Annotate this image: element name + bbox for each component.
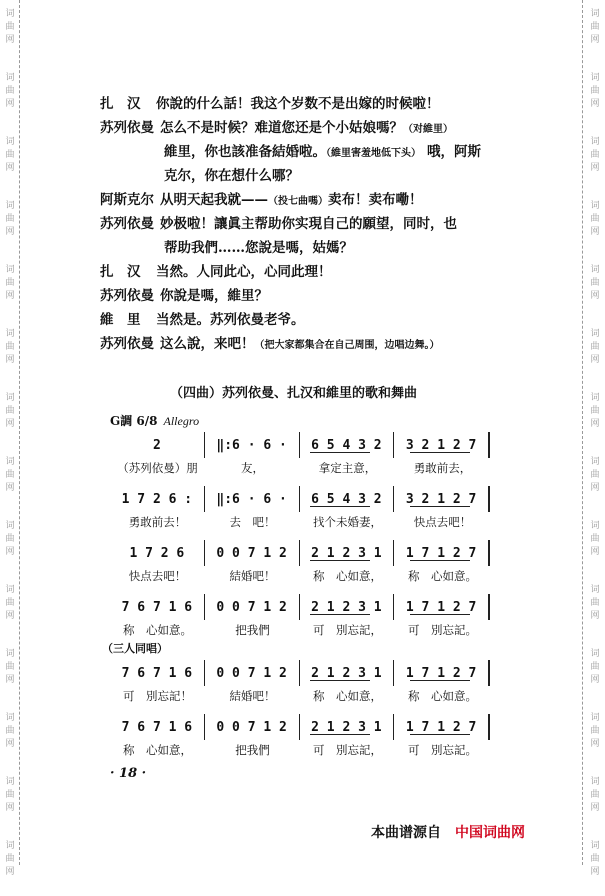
lyric: 找个未婚妻，: [313, 515, 382, 529]
watermark-char: 词: [5, 457, 15, 467]
measure: 3 2 1 2 7: [394, 432, 490, 458]
watermark-group: [587, 448, 603, 512]
speech: 当然。人同此心，心同此理！: [156, 264, 332, 280]
lyric: 友，: [241, 461, 264, 475]
measure: 2 1 2 3 1: [300, 540, 395, 566]
lyric: 可 別忘記。: [408, 623, 477, 637]
watermark-group: [2, 64, 18, 128]
measure: 1 7 1 2 7: [394, 540, 490, 566]
watermark-group: [2, 256, 18, 320]
watermark-char: 网: [5, 35, 15, 45]
watermark-char: 词: [590, 393, 600, 403]
beam-underline: [310, 734, 370, 735]
speech: 帮助我們……您說是嗎，姑媽？: [164, 240, 353, 256]
measure: 0 0 7 1 2: [205, 540, 300, 566]
lyric: 称 心如意。: [408, 569, 477, 583]
lyric-line: [110, 458, 490, 478]
note-line: [110, 432, 490, 458]
dialogue-line-8: [100, 260, 500, 284]
measure: 1 7 2 6 :: [110, 486, 205, 512]
watermark-group: [2, 832, 18, 896]
dialogue-line-11: [100, 332, 500, 356]
speech-continued: 哦，阿斯: [427, 144, 481, 160]
beam-underline: [310, 680, 370, 681]
lyric-line: [110, 686, 490, 706]
measure: 6 5 4 3 2: [300, 432, 395, 458]
watermark-char: 词: [590, 841, 600, 851]
watermark-char: 曲: [590, 278, 600, 288]
watermark-char: 曲: [590, 342, 600, 352]
speaker: 維 里: [100, 312, 141, 328]
measure: 6 5 4 3 2: [300, 486, 395, 512]
watermark-char: 词: [590, 137, 600, 147]
measure: 0 0 7 1 2: [205, 714, 300, 740]
watermark-char: 网: [5, 99, 15, 109]
watermark-char: 曲: [590, 534, 600, 544]
watermark-group: [587, 832, 603, 896]
watermark-char: 网: [5, 483, 15, 493]
watermark-char: 网: [590, 803, 600, 813]
watermark-group: [2, 640, 18, 704]
lyric: 称 心如意，: [123, 743, 192, 757]
source-credit: [371, 822, 525, 842]
watermark-char: 词: [5, 521, 15, 531]
watermark-char: 曲: [590, 150, 600, 160]
watermark-group: [587, 640, 603, 704]
watermark-char: 网: [5, 739, 15, 749]
watermark-char: 词: [5, 393, 15, 403]
stage-direction: （維里害羞地低下头）: [326, 148, 421, 159]
watermark-group: [2, 192, 18, 256]
watermark-char: 词: [590, 201, 600, 211]
page-number: · 18 ·: [110, 766, 147, 781]
watermark-group: [587, 320, 603, 384]
lyric-line: [110, 512, 490, 532]
source-site: 中国词曲网: [455, 825, 525, 841]
measure: 7 6 7 1 6: [110, 660, 205, 686]
watermark-group: [2, 384, 18, 448]
stage-direction: （对維里）: [403, 124, 453, 135]
watermark-group: [2, 576, 18, 640]
watermark-char: 曲: [590, 726, 600, 736]
watermark-group: [2, 768, 18, 832]
lyric: 拿定主意，: [318, 461, 377, 475]
watermark-group: [587, 704, 603, 768]
lyric: 可 別忘記！: [123, 689, 192, 703]
lyric-line: [110, 740, 490, 760]
speaker: 苏列依曼: [100, 120, 154, 136]
watermark-char: 网: [590, 355, 600, 365]
watermark-group: [2, 448, 18, 512]
watermark-char: 词: [5, 585, 15, 595]
watermark-char: 曲: [5, 86, 15, 96]
watermark-char: 曲: [5, 790, 15, 800]
watermark-char: 曲: [590, 214, 600, 224]
watermark-char: 曲: [590, 470, 600, 480]
watermark-group: [2, 128, 18, 192]
speech: 从明天起我就——: [160, 192, 268, 208]
watermark-char: 词: [5, 265, 15, 275]
lyric-line: [110, 620, 490, 640]
lyric: 去 吧！: [229, 515, 276, 529]
lyric: 把我們: [235, 623, 270, 637]
measure: 0 0 7 1 2: [205, 594, 300, 620]
watermark-group: [2, 0, 18, 64]
speech: 克尔，你在想什么哪？: [164, 168, 299, 184]
speaker: 阿斯克尔: [100, 192, 154, 208]
tempo-marking: Allegro: [163, 414, 200, 428]
right-page-border: [582, 0, 583, 865]
speech: 你說是嗎，維里？: [160, 288, 268, 304]
watermark-char: 网: [590, 291, 600, 301]
lyric: 把我們: [235, 743, 270, 757]
song-title: （四曲）苏列依曼、扎汉和維里的歌和舞曲: [170, 386, 418, 401]
watermark-group: [587, 384, 603, 448]
stage-direction: （把大家都集合在自己周围，边唱边舞。）: [254, 340, 440, 351]
watermark-char: 网: [5, 355, 15, 365]
watermark-char: 网: [5, 291, 15, 301]
watermark-char: 曲: [5, 406, 15, 416]
lyric-line: [110, 566, 490, 586]
watermark-char: 词: [5, 841, 15, 851]
watermark-char: 网: [5, 611, 15, 621]
watermark-char: 曲: [5, 342, 15, 352]
watermark-char: 网: [5, 867, 15, 877]
lyric: 称 心如意。: [123, 623, 192, 637]
lyric: （苏列依曼）朋: [117, 461, 198, 475]
watermark-char: 曲: [5, 598, 15, 608]
watermark-char: 网: [590, 547, 600, 557]
lyric: 結婚吧！: [229, 569, 276, 583]
watermark-group: [587, 64, 603, 128]
measure: 3 2 1 2 7: [394, 486, 490, 512]
watermark-char: 词: [590, 73, 600, 83]
lyric: 可 別忘記。: [408, 743, 477, 757]
watermark-char: 曲: [5, 150, 15, 160]
lyric: 可 別忘記，: [313, 623, 382, 637]
watermark-group: [2, 704, 18, 768]
watermark-char: 词: [5, 201, 15, 211]
watermark-char: 网: [590, 867, 600, 877]
watermark-char: 网: [590, 611, 600, 621]
speaker: 扎 汉: [100, 264, 141, 280]
stage-direction: （投七曲嗎）: [268, 196, 328, 207]
watermark-char: 词: [590, 777, 600, 787]
watermark-group: [587, 256, 603, 320]
watermark-char: 曲: [5, 278, 15, 288]
watermark-char: 网: [5, 675, 15, 685]
speech: 你說的什么話！我这个岁数不是出嫁的时候啦！: [156, 96, 440, 112]
watermark-char: 词: [590, 9, 600, 19]
watermark-char: 曲: [590, 790, 600, 800]
watermark-char: 曲: [590, 598, 600, 608]
beam-underline: [410, 734, 470, 735]
watermark-char: 网: [590, 675, 600, 685]
speech: 当然是。苏列依曼老爷。: [156, 312, 305, 328]
speech: 妙极啦！讓眞主帮助你实現自己的願望，同时，也: [160, 216, 457, 232]
watermark-group: [587, 128, 603, 192]
watermark-char: 词: [590, 585, 600, 595]
measure: 2: [110, 432, 205, 458]
lyric: 勇敢前去，: [413, 461, 472, 475]
measure: ‖:6 · 6 ·: [205, 486, 300, 512]
watermark-group: [2, 512, 18, 576]
measure: 0 0 7 1 2: [205, 660, 300, 686]
lyric: 勇敢前去！: [128, 515, 187, 529]
watermark-char: 曲: [590, 662, 600, 672]
dialogue-line-10: [100, 308, 500, 332]
dialogue-block: [100, 92, 500, 356]
speaker: 扎 汉: [100, 96, 141, 112]
note-line: [110, 660, 490, 686]
lyric: 可 別忘記，: [313, 743, 382, 757]
lyric: 称 心如意，: [313, 689, 382, 703]
lyric: 称 心如意。: [408, 689, 477, 703]
measure: 1 7 1 2 7: [394, 660, 490, 686]
measure: ‖:6 · 6 ·: [205, 432, 300, 458]
beam-underline: [410, 452, 470, 453]
watermark-char: 词: [5, 329, 15, 339]
lyric: 結婚吧！: [229, 689, 276, 703]
beam-underline: [310, 506, 370, 507]
note-line: [110, 486, 490, 512]
watermark-char: 网: [590, 739, 600, 749]
measure: 2 1 2 3 1: [300, 594, 395, 620]
speech: 怎么不是时候？难道您还是个小姑娘嗎？: [160, 120, 403, 136]
lyric: 快点去吧！: [413, 515, 472, 529]
dialogue-line-5: [100, 188, 500, 212]
watermark-char: 网: [5, 419, 15, 429]
source-label: 本曲谱源自: [371, 825, 441, 841]
watermark-char: 曲: [5, 214, 15, 224]
left-watermark-column: [2, 0, 18, 896]
measure: 1 7 1 2 7: [394, 594, 490, 620]
measure: 1 7 2 6: [110, 540, 205, 566]
note-line: [110, 714, 490, 740]
beam-underline: [310, 614, 370, 615]
dialogue-line-3: [100, 140, 500, 164]
watermark-char: 网: [590, 227, 600, 237]
watermark-group: [587, 192, 603, 256]
dialogue-line-1: [100, 92, 500, 116]
watermark-char: 曲: [590, 406, 600, 416]
watermark-char: 曲: [5, 726, 15, 736]
beam-underline: [310, 452, 370, 453]
speech: 这么說，来吧！: [160, 336, 255, 352]
dialogue-line-6: [100, 212, 500, 236]
watermark-char: 网: [590, 99, 600, 109]
speaker: 苏列依曼: [100, 288, 154, 304]
speech-continued: 卖布！卖布嘞！: [328, 192, 423, 208]
measure: 7 6 7 1 6: [110, 594, 205, 620]
key-signature: [110, 412, 199, 429]
beam-underline: [410, 680, 470, 681]
watermark-char: 曲: [5, 22, 15, 32]
watermark-char: 曲: [5, 662, 15, 672]
measure: 7 6 7 1 6: [110, 714, 205, 740]
watermark-char: 网: [5, 547, 15, 557]
watermark-char: 曲: [590, 854, 600, 864]
watermark-char: 网: [590, 163, 600, 173]
speaker: 苏列依曼: [100, 336, 154, 352]
watermark-char: 词: [5, 713, 15, 723]
watermark-char: 词: [5, 777, 15, 787]
watermark-char: 词: [590, 649, 600, 659]
watermark-char: 网: [5, 163, 15, 173]
watermark-char: 曲: [5, 470, 15, 480]
watermark-char: 词: [5, 137, 15, 147]
watermark-char: 词: [5, 649, 15, 659]
dialogue-line-9: [100, 284, 500, 308]
watermark-group: [2, 320, 18, 384]
beam-underline: [410, 614, 470, 615]
beam-underline: [410, 506, 470, 507]
measure: 2 1 2 3 1: [300, 660, 395, 686]
watermark-char: 网: [590, 35, 600, 45]
key-label: G調 6/8: [110, 414, 158, 428]
watermark-char: 网: [5, 803, 15, 813]
watermark-char: 词: [590, 457, 600, 467]
watermark-char: 词: [5, 73, 15, 83]
right-watermark-column: [587, 0, 603, 896]
watermark-char: 曲: [5, 854, 15, 864]
speaker: 苏列依曼: [100, 216, 154, 232]
watermark-group: [587, 512, 603, 576]
watermark-char: 网: [5, 227, 15, 237]
lyric: 快点去吧！: [128, 569, 187, 583]
note-line: [110, 540, 490, 566]
watermark-char: 曲: [5, 534, 15, 544]
left-page-border: [19, 0, 20, 865]
note-line: [110, 594, 490, 620]
watermark-char: 网: [590, 483, 600, 493]
watermark-char: 曲: [590, 86, 600, 96]
dialogue-line-7: [100, 236, 500, 260]
lyric: 称 心如意，: [313, 569, 382, 583]
dialogue-line-2: [100, 116, 500, 140]
watermark-char: 词: [590, 329, 600, 339]
measure: 1 7 1 2 7: [394, 714, 490, 740]
watermark-group: [587, 768, 603, 832]
three-voices-annotation: （三人同唱）: [102, 642, 168, 655]
watermark-char: 词: [590, 265, 600, 275]
watermark-char: 词: [590, 713, 600, 723]
watermark-char: 词: [590, 521, 600, 531]
dialogue-line-4: [100, 164, 500, 188]
speech: 維里，你也該准备結婚啦。: [164, 144, 326, 160]
watermark-char: 词: [5, 9, 15, 19]
watermark-group: [587, 0, 603, 64]
watermark-group: [587, 576, 603, 640]
beam-underline: [410, 560, 470, 561]
measure: 2 1 2 3 1: [300, 714, 395, 740]
watermark-char: 曲: [590, 22, 600, 32]
beam-underline: [310, 560, 370, 561]
watermark-char: 网: [590, 419, 600, 429]
